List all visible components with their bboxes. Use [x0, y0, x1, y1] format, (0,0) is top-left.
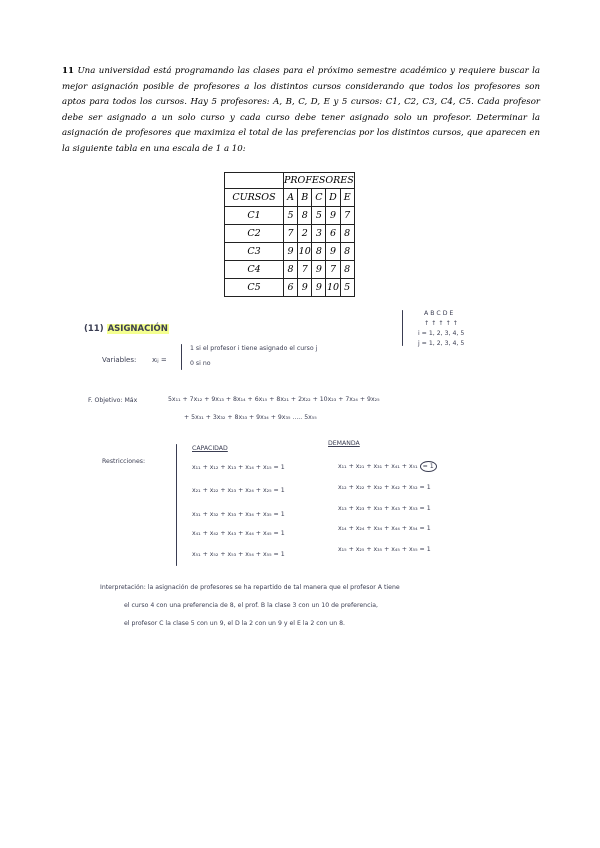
value-cell: 6 — [284, 279, 298, 297]
variable-case-0: 0 si no — [190, 360, 211, 367]
objective-line-2: + 5x₃₁ + 3x₃₂ + 8x₃₃ + 9x₃₄ + 9x₃₅ ..... 5x₅₅ — [184, 414, 317, 421]
value-cell: 5 — [312, 207, 326, 225]
objective-line-1: 5x₁₁ + 7x₁₂ + 9x₁₃ + 8x₁₄ + 6x₁₅ + 8x₂₁ + 2x₂₂ + 10x₂₃ + 7x₂₄ + 9x₂₅ — [168, 396, 380, 403]
demand-constraint: x₁₁ + x₂₁ + x₃₁ + x₄₁ + x₅₁ = 1 — [338, 461, 437, 472]
variables-label: Variables: — [102, 356, 137, 364]
restrictions-label: Restricciones: — [102, 458, 146, 465]
demand-constraint: x₁₃ + x₂₃ + x₃₃ + x₄₃ + x₅₃ = 1 — [338, 505, 431, 512]
value-cell: 8 — [340, 261, 354, 279]
title-highlight: ASIGNACIÓN — [107, 324, 168, 334]
index-brace — [402, 310, 403, 346]
table-row — [225, 279, 355, 297]
preference-table — [224, 172, 355, 297]
index-j: j = 1, 2, 3, 4, 5 — [418, 340, 465, 347]
interpretation-line: el profesor C la clase 5 con un 9, el D la 2 con un 9 y el E la 2 con un 8. — [124, 620, 346, 627]
value-cell: 5 — [340, 279, 354, 297]
value-cell: 8 — [340, 243, 354, 261]
demand-constraint: x₁₂ + x₂₂ + x₃₂ + x₄₂ + x₅₂ = 1 — [338, 484, 431, 491]
demand-constraint: x₁₄ + x₂₄ + x₃₄ + x₄₄ + x₅₄ = 1 — [338, 525, 431, 532]
restrictions-brace — [176, 444, 177, 566]
course-cell: C4 — [225, 261, 284, 279]
table-group-header: PROFESORES — [284, 173, 355, 189]
value-cell: 7 — [340, 207, 354, 225]
value-cell: 9 — [284, 243, 298, 261]
value-cell: 2 — [298, 225, 312, 243]
demand-label: DEMANDA — [328, 440, 360, 447]
interpretation-line: el curso 4 con una preferencia de 8, el prof. B la clase 3 con un 10 de preferencia, — [124, 602, 378, 609]
capacity-constraint: x₄₁ + x₄₂ + x₄₃ + x₄₄ + x₄₅ = 1 — [192, 530, 285, 537]
table-row-header: CURSOS — [225, 189, 284, 207]
value-cell: 9 — [326, 243, 340, 261]
table-col-header: E — [340, 189, 354, 207]
index-i: i = 1, 2, 3, 4, 5 — [418, 330, 465, 337]
course-cell: C5 — [225, 279, 284, 297]
value-cell: 6 — [326, 225, 340, 243]
value-cell: 5 — [284, 207, 298, 225]
course-cell: C2 — [225, 225, 284, 243]
value-cell: 9 — [326, 207, 340, 225]
table-col-header: C — [312, 189, 326, 207]
variable-brace — [181, 344, 182, 370]
value-cell: 10 — [298, 243, 312, 261]
solution-title: (11) ASIGNACIÓN — [84, 324, 168, 334]
capacity-constraint: x₂₁ + x₂₂ + x₂₃ + x₂₄ + x₂₅ = 1 — [192, 487, 285, 494]
value-cell: 8 — [312, 243, 326, 261]
index-letters: A B C D E — [424, 310, 454, 317]
value-cell: 9 — [312, 261, 326, 279]
value-cell: 7 — [326, 261, 340, 279]
demand-constraint: x₁₅ + x₂₅ + x₃₅ + x₄₅ + x₅₅ = 1 — [338, 546, 431, 553]
capacity-constraint: x₃₁ + x₃₂ + x₃₃ + x₃₄ + x₃₅ = 1 — [192, 511, 285, 518]
table-corner — [225, 173, 284, 189]
circled-equals: = 1 — [420, 461, 437, 472]
course-cell: C3 — [225, 243, 284, 261]
value-cell: 9 — [312, 279, 326, 297]
capacity-label: CAPACIDAD — [192, 445, 228, 452]
value-cell: 7 — [298, 261, 312, 279]
value-cell: 10 — [326, 279, 340, 297]
value-cell: 8 — [298, 207, 312, 225]
problem-statement — [62, 64, 540, 158]
value-cell: 8 — [340, 225, 354, 243]
table-row — [225, 207, 355, 225]
value-cell: 9 — [298, 279, 312, 297]
index-arrows: ↑ ↑ ↑ ↑ ↑ — [424, 320, 458, 327]
variable-symbol: xᵢⱼ = — [152, 356, 167, 364]
capacity-constraint: x₅₁ + x₅₂ + x₅₃ + x₅₄ + x₅₅ = 1 — [192, 551, 285, 558]
table-col-header: B — [298, 189, 312, 207]
table-col-header: D — [326, 189, 340, 207]
value-cell: 8 — [284, 261, 298, 279]
variable-case-1: 1 si el profesor i tiene asignado el curso j — [190, 345, 318, 352]
objective-label: F. Objetivo: Máx — [88, 397, 138, 404]
table-row — [225, 243, 355, 261]
table-col-header: A — [284, 189, 298, 207]
value-cell: 7 — [284, 225, 298, 243]
problem-number: 11 — [62, 66, 74, 76]
interpretation-line: Interpretación: la asignación de profesores se ha repartido de tal manera que el profesor A tiene — [100, 584, 400, 591]
value-cell: 3 — [312, 225, 326, 243]
problem-text: Una universidad está programando las clases para el próximo semestre académico y requiere buscar la mejor asignación posible de profesores a los distintos cursos considerando que todos los profesores son aptos para todos los cursos. Hay 5 profesores: A, B, C, D, E y 5 cursos: C1, C2, C3, C4, C5. Cada profesor debe ser asignado a un solo curso y cada curso debe tener asignado solo un profesor. Determinar la asignación de profesores que maximiza el total de las preferencias por los distintos cursos, que aparecen en la siguiente tabla en una escala de 1 a 10: — [62, 66, 540, 154]
table-row — [225, 261, 355, 279]
course-cell: C1 — [225, 207, 284, 225]
capacity-constraint: x₁₁ + x₁₂ + x₁₃ + x₁₄ + x₁₅ = 1 — [192, 464, 285, 471]
handwritten-solution — [80, 304, 524, 649]
table-row — [225, 225, 355, 243]
